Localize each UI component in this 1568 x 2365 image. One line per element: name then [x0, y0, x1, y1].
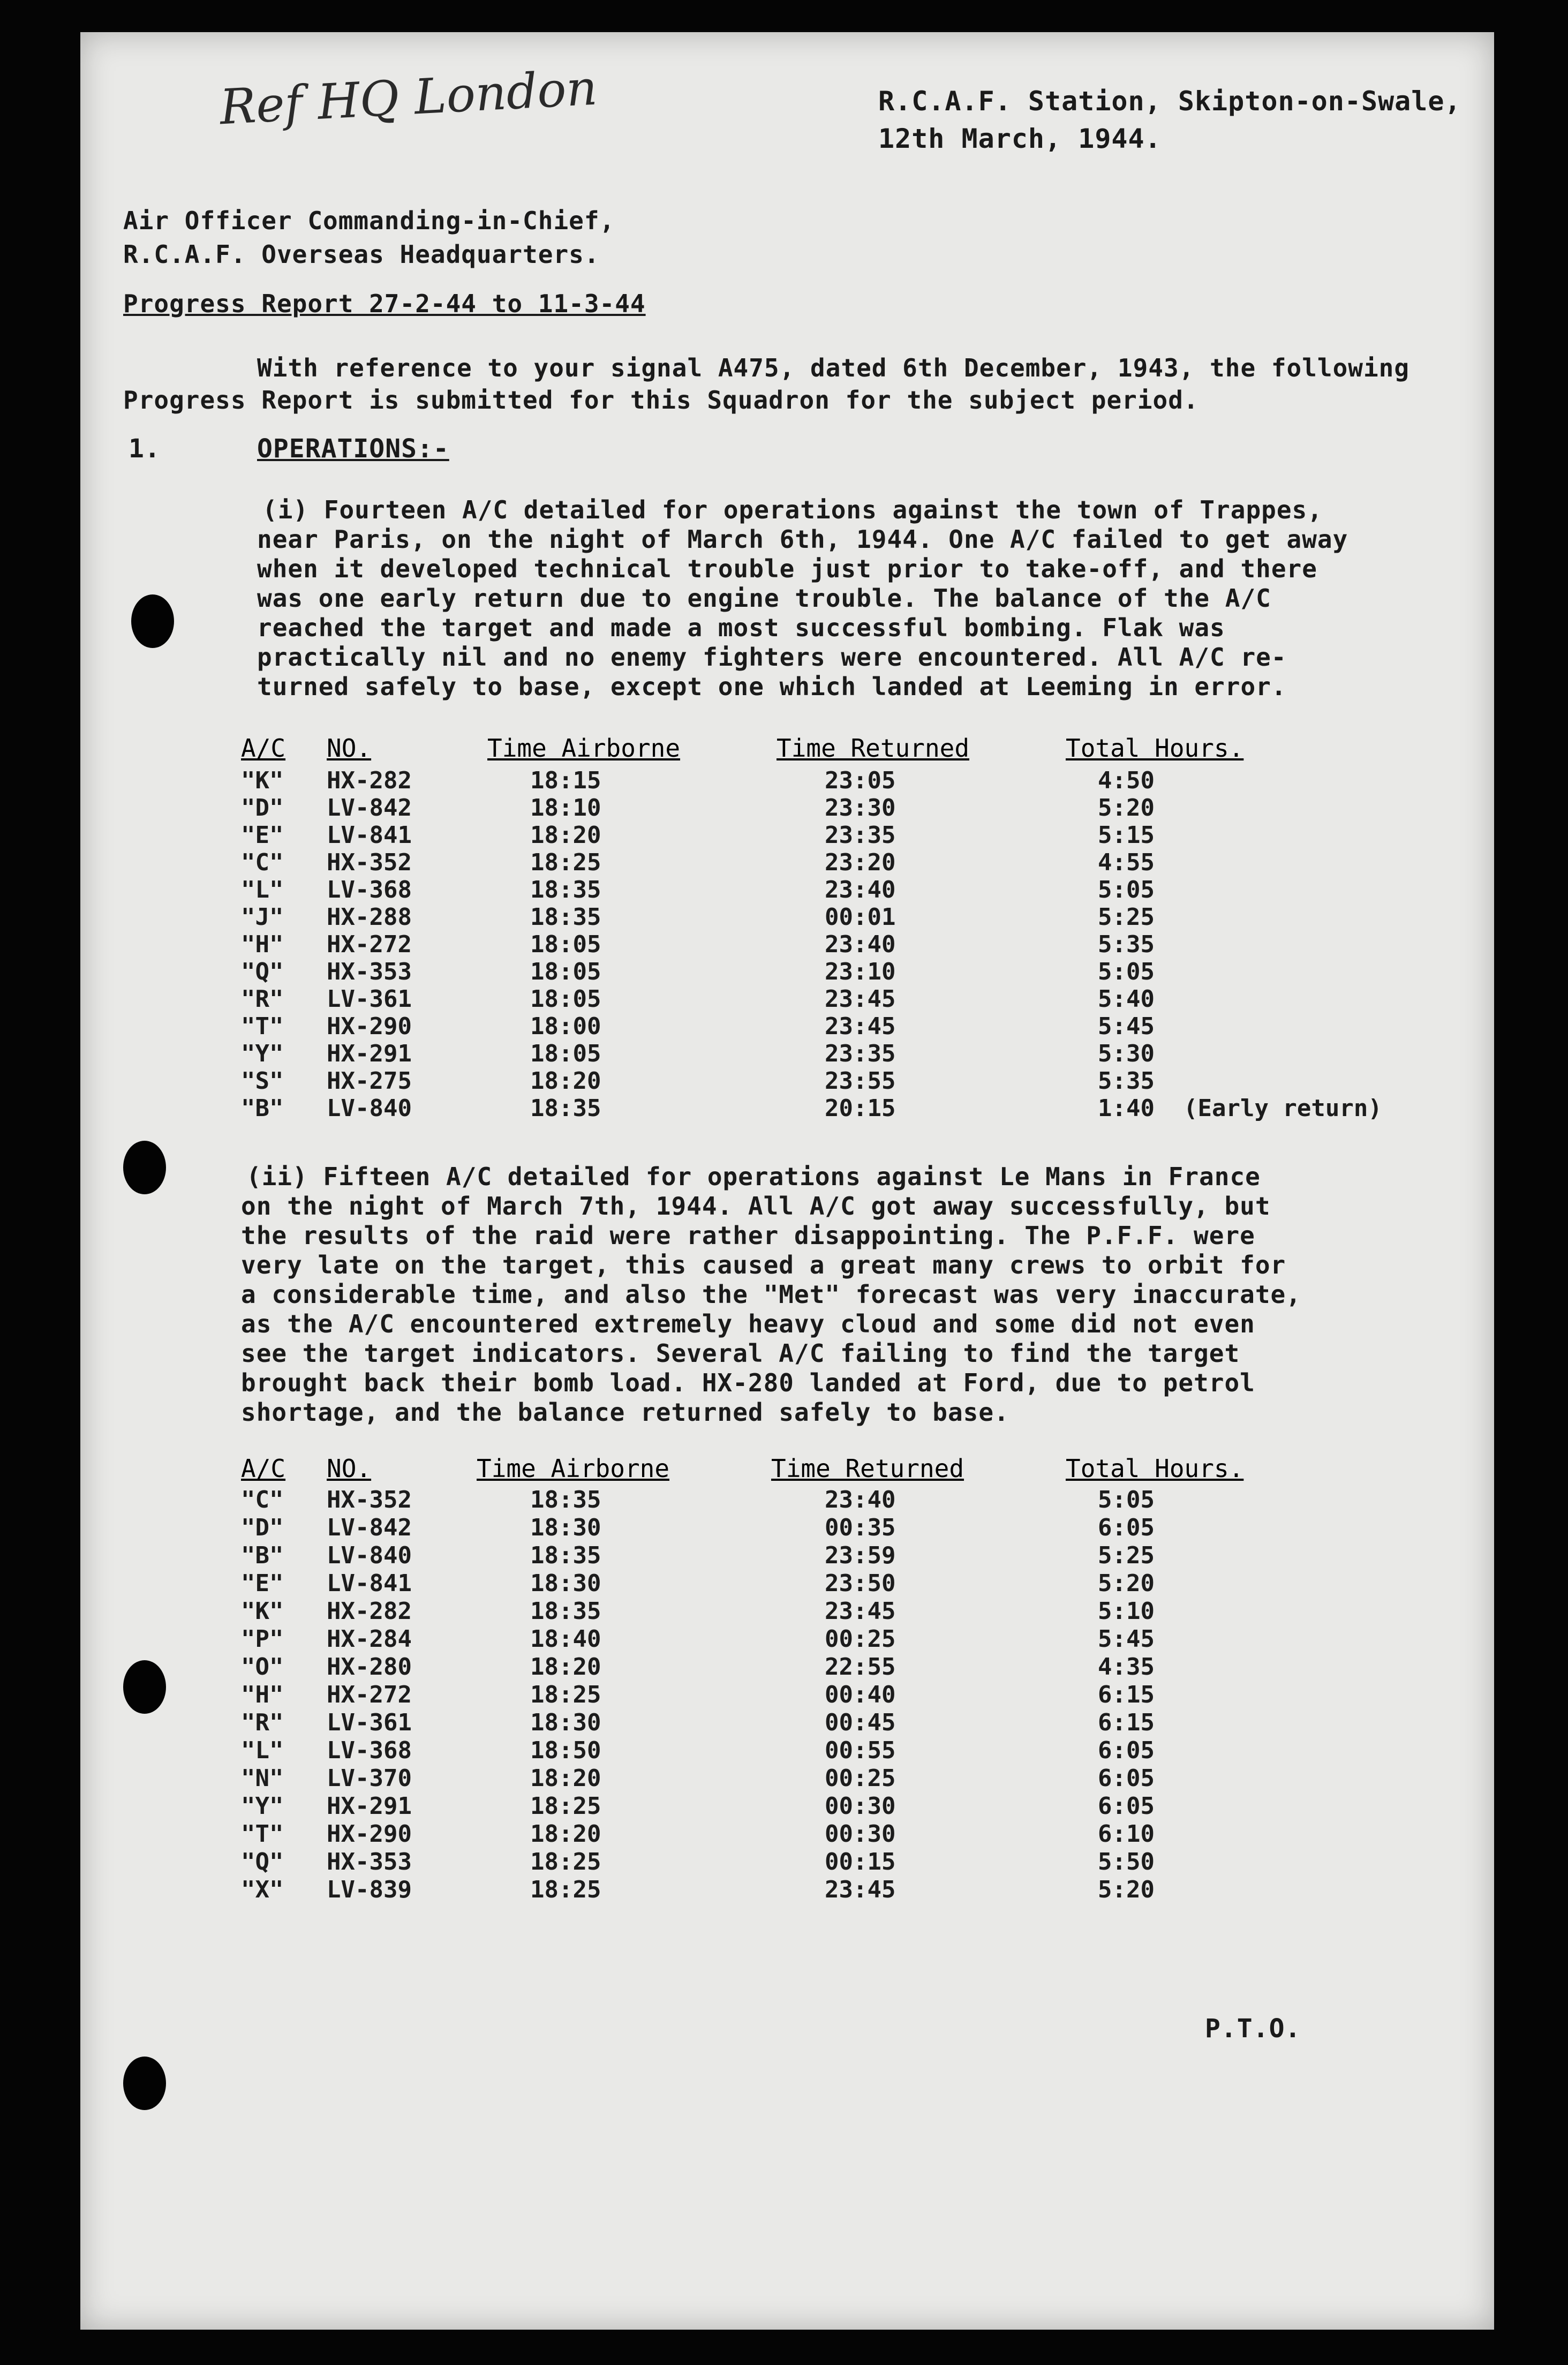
station-address: R.C.A.F. Station, Skipton-on-Swale, — [878, 86, 1461, 117]
cell-aircraft-no: HX-352 — [327, 1486, 412, 1513]
cell-ac: "S" — [241, 1067, 284, 1095]
para2-line: brought back their bomb load. HX-280 landed at Ford, due to petrol — [241, 1368, 1255, 1397]
cell-total-hours: 4:50 — [1098, 767, 1155, 794]
cell-time-airborne: 18:25 — [530, 1681, 601, 1708]
cell-time-returned: 23:59 — [825, 1542, 896, 1569]
col-header-hours: Total Hours. — [1066, 1454, 1244, 1483]
cell-aircraft-no: LV-840 — [327, 1095, 412, 1122]
cell-time-airborne: 18:35 — [530, 903, 601, 931]
col-header-returned: Time Returned — [777, 734, 970, 763]
para2-line: very late on the target, this caused a great many crews to orbit for — [241, 1251, 1286, 1279]
cell-total-hours: 6:05 — [1098, 1792, 1155, 1820]
cell-total-hours: 5:30 — [1098, 1040, 1155, 1067]
cell-aircraft-no: LV-840 — [327, 1542, 412, 1569]
cell-ac: "K" — [241, 1598, 284, 1625]
cell-time-returned: 23:35 — [825, 1040, 896, 1067]
cell-total-hours: 5:25 — [1098, 1542, 1155, 1569]
table-row — [241, 958, 1408, 985]
cell-aircraft-no: HX-353 — [327, 958, 412, 985]
col-header-returned: Time Returned — [771, 1454, 964, 1483]
table-row — [241, 1625, 1408, 1652]
cell-total-hours: 5:20 — [1098, 1570, 1155, 1597]
cell-ac: "B" — [241, 1095, 284, 1122]
cell-time-returned: 23:45 — [825, 1013, 896, 1040]
section-number: 1. — [129, 434, 161, 464]
cell-aircraft-no: LV-841 — [327, 822, 412, 849]
addressee-line-1: Air Officer Commanding-in-Chief, — [123, 206, 615, 235]
cell-time-airborne: 18:35 — [530, 1095, 601, 1122]
cell-time-airborne: 18:35 — [530, 876, 601, 903]
cell-time-returned: 23:45 — [825, 985, 896, 1013]
table-row — [241, 1598, 1408, 1624]
cell-ac: "C" — [241, 849, 284, 876]
cell-ac: "O" — [241, 1653, 284, 1681]
cell-aircraft-no: LV-839 — [327, 1876, 412, 1903]
cell-aircraft-no: LV-368 — [327, 1737, 412, 1764]
para2-line: shortage, and the balance returned safely to base. — [241, 1398, 1009, 1427]
para1-line: (i) Fourteen A/C detailed for operations against the town of Trappes, — [262, 495, 1323, 524]
cell-ac: "R" — [241, 1709, 284, 1736]
table-row — [241, 1067, 1408, 1094]
cell-time-airborne: 18:30 — [530, 1570, 601, 1597]
cell-time-airborne: 18:25 — [530, 1876, 601, 1903]
cell-total-hours: 5:15 — [1098, 822, 1155, 849]
cell-aircraft-no: LV-370 — [327, 1765, 412, 1792]
cell-ac: "J" — [241, 903, 284, 931]
cell-aircraft-no: LV-842 — [327, 794, 412, 822]
cell-time-airborne: 18:05 — [530, 931, 601, 958]
cell-total-hours: 5:05 — [1098, 958, 1155, 985]
col-header-airborne: Time Airborne — [477, 1454, 670, 1483]
cell-time-airborne: 18:20 — [530, 1820, 601, 1848]
subject-line: Progress Report 27-2-44 to 11-3-44 — [123, 289, 646, 318]
cell-time-returned: 23:55 — [825, 1067, 896, 1095]
cell-ac: "N" — [241, 1765, 284, 1792]
intro-line-1: With reference to your signal A475, dated 6th December, 1943, the following — [257, 353, 1410, 382]
cell-aircraft-no: HX-290 — [327, 1013, 412, 1040]
para2-line: (ii) Fifteen A/C detailed for operations against Le Mans in France — [246, 1162, 1261, 1191]
table-row — [241, 1486, 1408, 1513]
table-row — [241, 1876, 1408, 1903]
para1-line: practically nil and no enemy fighters were encountered. All A/C re- — [257, 643, 1287, 672]
table-row — [241, 1040, 1408, 1067]
cell-aircraft-no: HX-352 — [327, 849, 412, 876]
cell-aircraft-no: HX-291 — [327, 1792, 412, 1820]
cell-total-hours: 5:10 — [1098, 1598, 1155, 1625]
para1-line: near Paris, on the night of March 6th, 1944. One A/C failed to get away — [257, 525, 1348, 554]
para1-line: when it developed technical trouble just prior to take-off, and there — [257, 554, 1317, 583]
cell-total-hours: 5:20 — [1098, 1876, 1155, 1903]
cell-time-airborne: 18:30 — [530, 1514, 601, 1541]
cell-ac: "H" — [241, 1681, 284, 1708]
cell-time-returned: 00:25 — [825, 1625, 896, 1653]
cell-time-airborne: 18:20 — [530, 1765, 601, 1792]
cell-aircraft-no: HX-353 — [327, 1848, 412, 1876]
cell-aircraft-no: HX-272 — [327, 1681, 412, 1708]
cell-ac: "T" — [241, 1013, 284, 1040]
cell-time-returned: 23:45 — [825, 1876, 896, 1903]
table-row — [241, 822, 1408, 848]
table-row — [241, 931, 1408, 958]
cell-time-airborne: 18:35 — [530, 1598, 601, 1625]
cell-ac: "E" — [241, 1570, 284, 1597]
cell-time-airborne: 18:25 — [530, 849, 601, 876]
cell-ac: "H" — [241, 931, 284, 958]
cell-remark: (Early return) — [1183, 1095, 1382, 1122]
cell-time-returned: 00:15 — [825, 1848, 896, 1876]
cell-aircraft-no: HX-282 — [327, 767, 412, 794]
cell-time-returned: 23:35 — [825, 822, 896, 849]
table-row — [241, 1653, 1408, 1680]
cell-ac: "R" — [241, 985, 284, 1013]
cell-total-hours: 5:05 — [1098, 1486, 1155, 1513]
cell-time-returned: 23:05 — [825, 767, 896, 794]
cell-time-airborne: 18:20 — [530, 1067, 601, 1095]
cell-total-hours: 5:35 — [1098, 931, 1155, 958]
cell-time-returned: 23:30 — [825, 794, 896, 822]
cell-ac: "T" — [241, 1820, 284, 1848]
cell-ac: "Q" — [241, 958, 284, 985]
cell-time-returned: 00:40 — [825, 1681, 896, 1708]
cell-time-airborne: 18:05 — [530, 1040, 601, 1067]
cell-time-returned: 00:25 — [825, 1765, 896, 1792]
table-row — [241, 1848, 1408, 1875]
cell-total-hours: 4:55 — [1098, 849, 1155, 876]
para2-line: see the target indicators. Several A/C failing to find the target — [241, 1339, 1240, 1368]
cell-total-hours: 6:05 — [1098, 1737, 1155, 1764]
table-row — [241, 985, 1408, 1012]
cell-total-hours: 5:35 — [1098, 1067, 1155, 1095]
cell-total-hours: 6:15 — [1098, 1681, 1155, 1708]
cell-aircraft-no: HX-284 — [327, 1625, 412, 1653]
cell-time-airborne: 18:10 — [530, 794, 601, 822]
cell-time-returned: 22:55 — [825, 1653, 896, 1681]
cell-aircraft-no: HX-272 — [327, 931, 412, 958]
cell-time-airborne: 18:30 — [530, 1709, 601, 1736]
table-row — [241, 767, 1408, 794]
cell-aircraft-no: LV-841 — [327, 1570, 412, 1597]
cell-time-airborne: 18:25 — [530, 1848, 601, 1876]
table-row — [241, 903, 1408, 930]
punch-hole — [123, 1141, 166, 1194]
para2-line: the results of the raid were rather disappointing. The P.F.F. were — [241, 1221, 1255, 1250]
col-header-no: NO. — [327, 1454, 372, 1483]
cell-ac: "X" — [241, 1876, 284, 1903]
para2-line: as the A/C encountered extremely heavy cloud and some did not even — [241, 1309, 1255, 1338]
table-row — [241, 794, 1408, 821]
cell-total-hours: 6:15 — [1098, 1709, 1155, 1736]
table-row — [241, 876, 1408, 903]
cell-time-airborne: 18:35 — [530, 1542, 601, 1569]
table-row — [241, 1820, 1408, 1847]
cell-time-airborne: 18:35 — [530, 1486, 601, 1513]
table-row — [241, 1737, 1408, 1764]
para1-line: turned safely to base, except one which landed at Leeming in error. — [257, 672, 1287, 701]
punch-hole — [131, 594, 174, 648]
cell-total-hours: 6:05 — [1098, 1765, 1155, 1792]
para1-line: was one early return due to engine trouble. The balance of the A/C — [257, 584, 1271, 613]
cell-time-returned: 00:30 — [825, 1820, 896, 1848]
cell-time-returned: 00:35 — [825, 1514, 896, 1541]
table-row — [241, 1681, 1408, 1708]
table-row — [241, 1514, 1408, 1541]
col-header-ac: A/C — [241, 1454, 286, 1483]
cell-time-returned: 00:30 — [825, 1792, 896, 1820]
cell-time-airborne: 18:40 — [530, 1625, 601, 1653]
cell-time-returned: 23:50 — [825, 1570, 896, 1597]
intro-line-2: Progress Report is submitted for this Squadron for the subject period. — [123, 386, 1199, 415]
cell-time-returned: 23:20 — [825, 849, 896, 876]
cell-ac: "D" — [241, 794, 284, 822]
cell-ac: "B" — [241, 1542, 284, 1569]
punch-hole — [123, 1660, 166, 1714]
cell-total-hours: 5:50 — [1098, 1848, 1155, 1876]
cell-time-airborne: 18:50 — [530, 1737, 601, 1764]
cell-aircraft-no: LV-361 — [327, 1709, 412, 1736]
table-row — [241, 1570, 1408, 1596]
col-header-ac: A/C — [241, 734, 286, 763]
table-row — [241, 1013, 1408, 1040]
table-row — [241, 1542, 1408, 1569]
cell-aircraft-no: LV-842 — [327, 1514, 412, 1541]
cell-time-returned: 23:40 — [825, 876, 896, 903]
cell-total-hours: 4:35 — [1098, 1653, 1155, 1681]
para2-line: on the night of March 7th, 1944. All A/C got away successfully, but — [241, 1192, 1271, 1221]
cell-time-returned: 23:40 — [825, 931, 896, 958]
handwritten-note: Ref HQ London — [218, 59, 599, 136]
table-row — [241, 1095, 1408, 1121]
cell-ac: "E" — [241, 822, 284, 849]
cell-time-returned: 20:15 — [825, 1095, 896, 1122]
addressee-line-2: R.C.A.F. Overseas Headquarters. — [123, 240, 600, 269]
cell-time-airborne: 18:00 — [530, 1013, 601, 1040]
cell-time-returned: 23:10 — [825, 958, 896, 985]
cell-total-hours: 5:25 — [1098, 903, 1155, 931]
cell-ac: "Y" — [241, 1040, 284, 1067]
cell-time-returned: 00:45 — [825, 1709, 896, 1736]
cell-ac: "L" — [241, 876, 284, 903]
cell-total-hours: 6:05 — [1098, 1514, 1155, 1541]
cell-aircraft-no: LV-368 — [327, 876, 412, 903]
cell-aircraft-no: LV-361 — [327, 985, 412, 1013]
cell-time-airborne: 18:05 — [530, 985, 601, 1013]
cell-total-hours: 5:45 — [1098, 1013, 1155, 1040]
col-header-no: NO. — [327, 734, 372, 763]
para2-line: a considerable time, and also the "Met" forecast was very inaccurate, — [241, 1280, 1301, 1309]
cell-time-airborne: 18:15 — [530, 767, 601, 794]
cell-ac: "Q" — [241, 1848, 284, 1876]
cell-total-hours: 1:40 — [1098, 1095, 1155, 1122]
punch-hole — [123, 2057, 166, 2110]
cell-ac: "D" — [241, 1514, 284, 1541]
cell-time-airborne: 18:05 — [530, 958, 601, 985]
cell-total-hours: 5:45 — [1098, 1625, 1155, 1653]
cell-total-hours: 6:10 — [1098, 1820, 1155, 1848]
cell-aircraft-no: HX-291 — [327, 1040, 412, 1067]
cell-ac: "K" — [241, 767, 284, 794]
cell-total-hours: 5:40 — [1098, 985, 1155, 1013]
cell-time-airborne: 18:20 — [530, 1653, 601, 1681]
para1-line: reached the target and made a most successful bombing. Flak was — [257, 613, 1225, 642]
table-row — [241, 849, 1408, 876]
col-header-hours: Total Hours. — [1066, 734, 1244, 763]
cell-ac: "Y" — [241, 1792, 284, 1820]
cell-time-returned: 23:40 — [825, 1486, 896, 1513]
cell-total-hours: 5:20 — [1098, 794, 1155, 822]
cell-aircraft-no: HX-275 — [327, 1067, 412, 1095]
cell-time-returned: 00:01 — [825, 903, 896, 931]
cell-time-airborne: 18:25 — [530, 1792, 601, 1820]
table-row — [241, 1792, 1408, 1819]
cell-total-hours: 5:05 — [1098, 876, 1155, 903]
section-heading: OPERATIONS:- — [257, 434, 449, 464]
cell-aircraft-no: HX-288 — [327, 903, 412, 931]
col-header-airborne: Time Airborne — [487, 734, 681, 763]
table-row — [241, 1765, 1408, 1791]
letter-date: 12th March, 1944. — [878, 123, 1162, 154]
cell-time-returned: 23:45 — [825, 1598, 896, 1625]
cell-aircraft-no: HX-282 — [327, 1598, 412, 1625]
cell-time-returned: 00:55 — [825, 1737, 896, 1764]
cell-aircraft-no: HX-290 — [327, 1820, 412, 1848]
cell-ac: "C" — [241, 1486, 284, 1513]
cell-time-airborne: 18:20 — [530, 822, 601, 849]
cell-ac: "P" — [241, 1625, 284, 1653]
cell-aircraft-no: HX-280 — [327, 1653, 412, 1681]
table-row — [241, 1709, 1408, 1736]
cell-ac: "L" — [241, 1737, 284, 1764]
page-turn-note: P.T.O. — [1205, 2014, 1301, 2044]
